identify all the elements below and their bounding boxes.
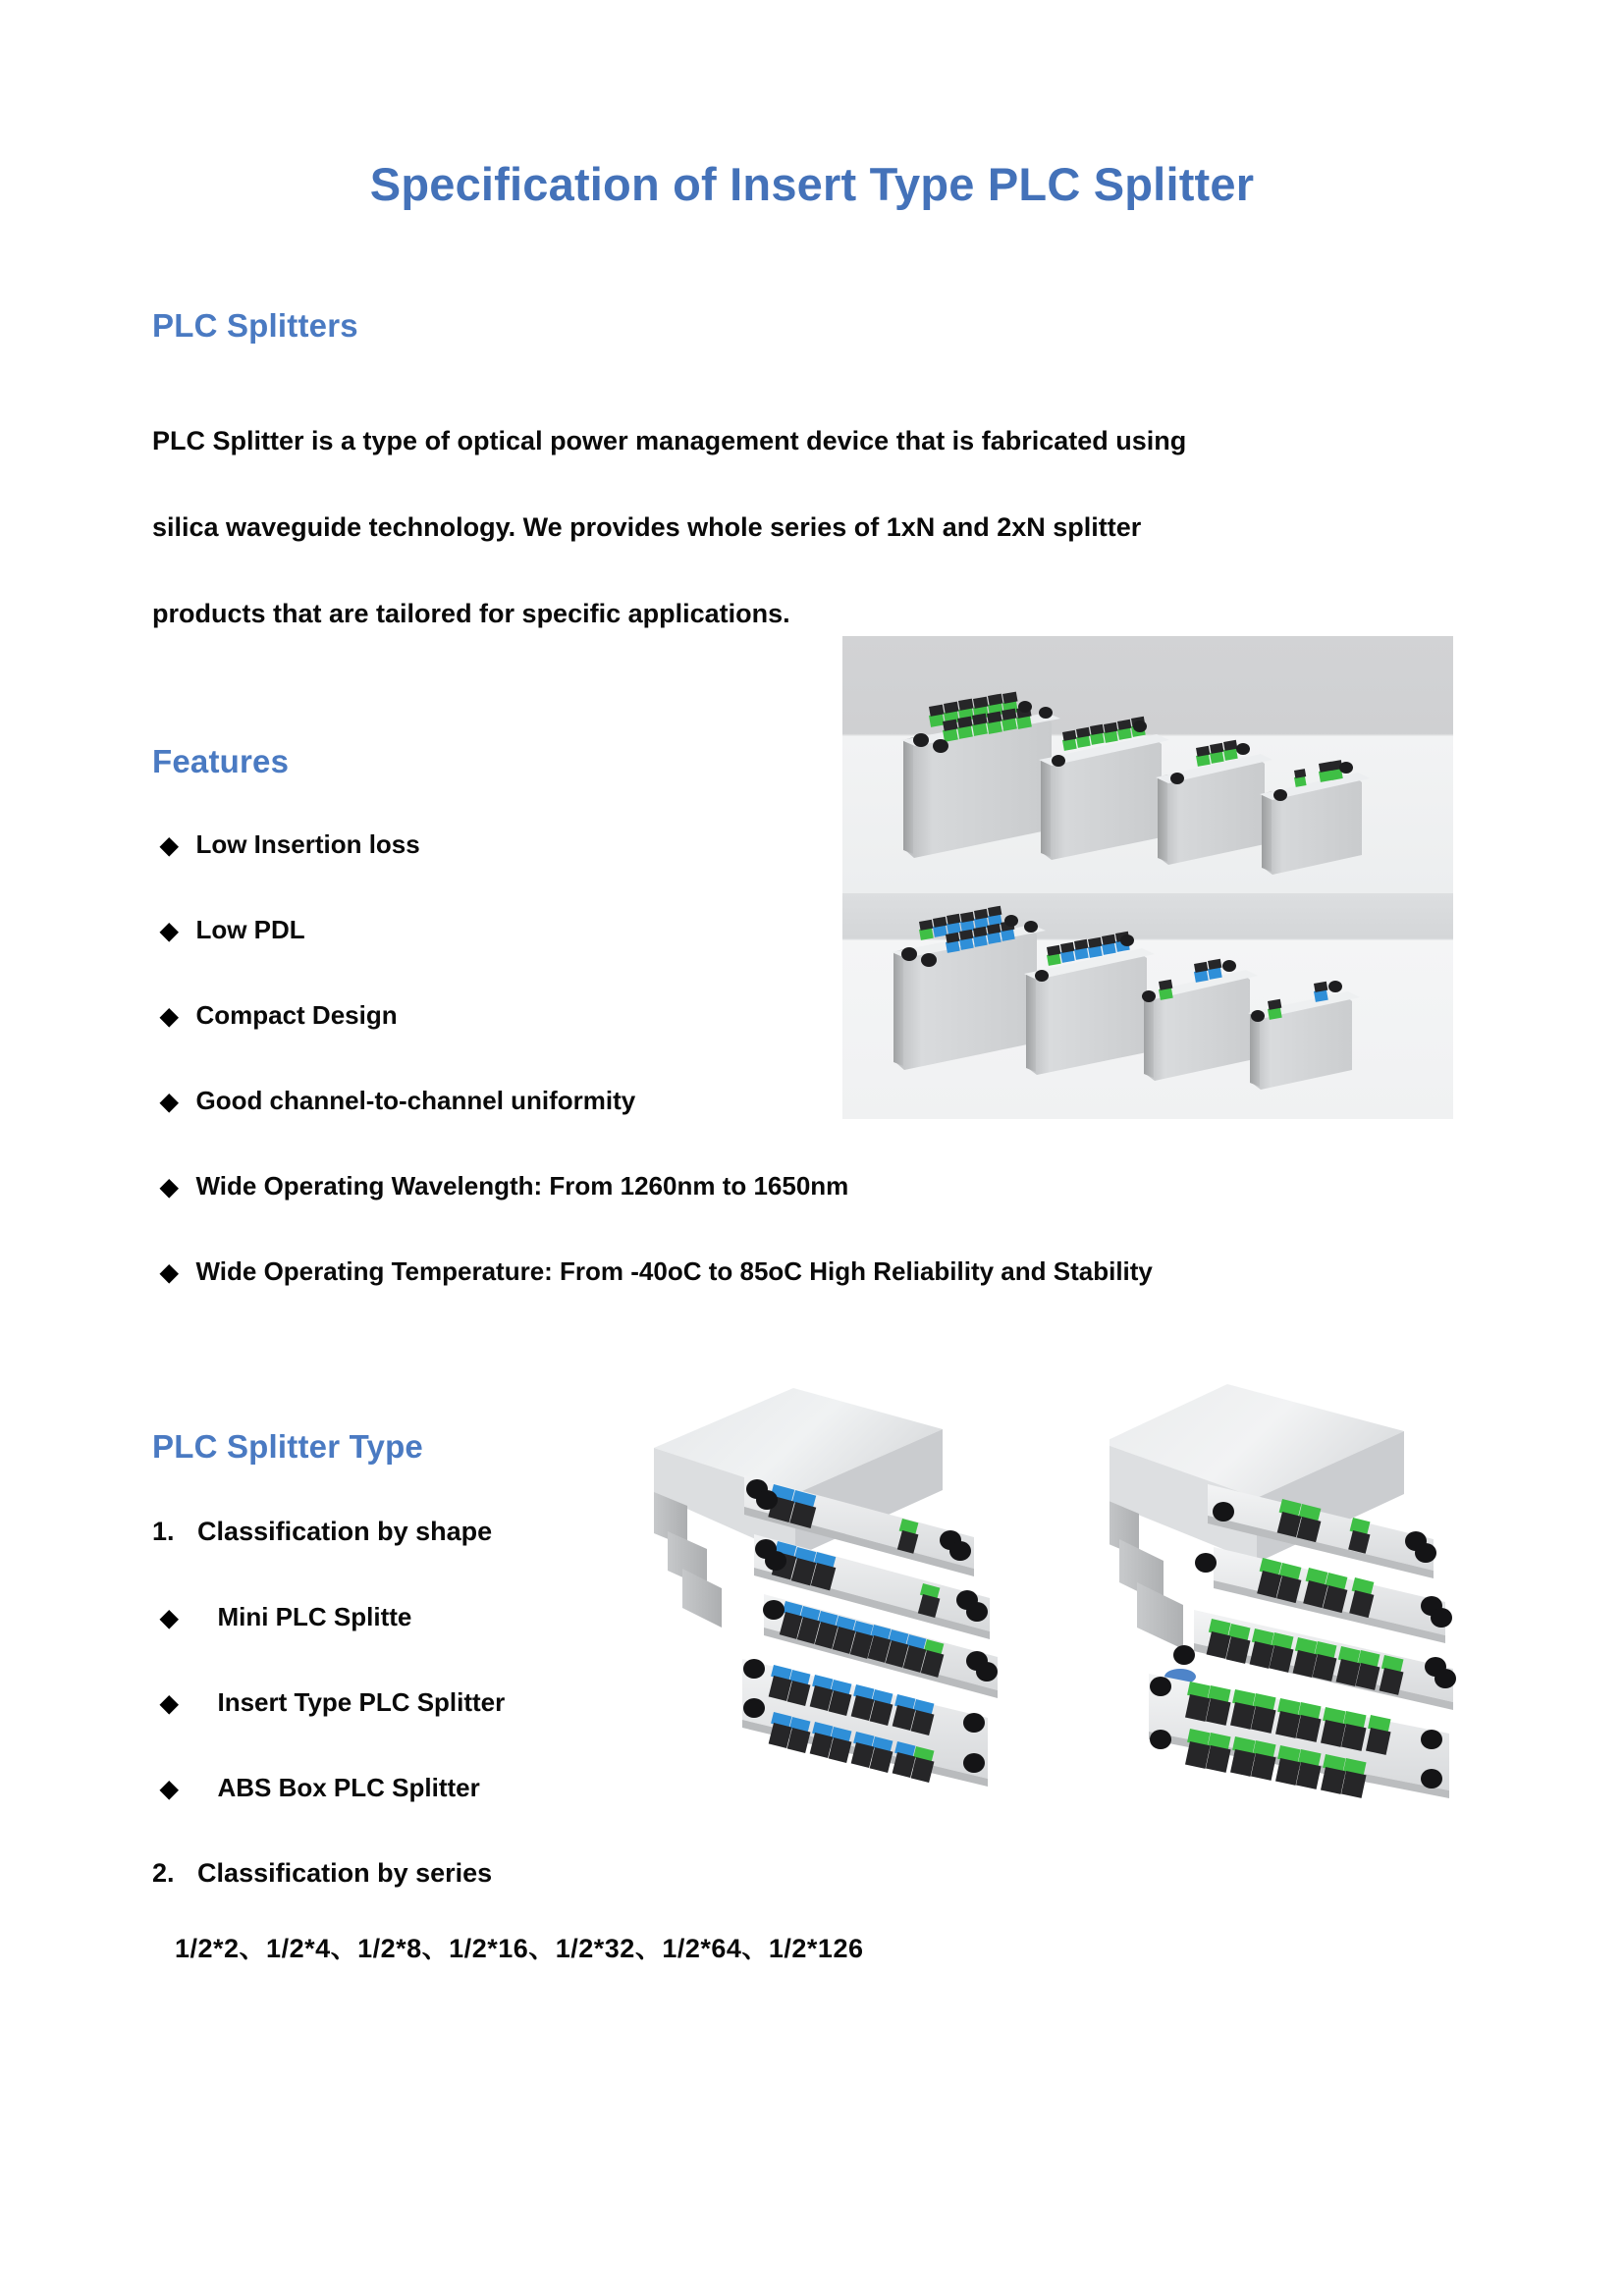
feature-item-4 [160, 1086, 635, 1116]
diamond-bullet-icon: ◆ [160, 1174, 179, 1201]
photo-stack-blue-graphic [628, 1374, 1070, 1816]
splitter-type-item-2-number: 2. [152, 1858, 175, 1888]
feature-item-2 [160, 915, 305, 945]
feature-item-5 [160, 1171, 848, 1201]
shape-item-3 [160, 1773, 480, 1803]
photo-splitters-green [842, 636, 1453, 893]
diamond-bullet-icon: ◆ [160, 1003, 179, 1030]
feature-item-1-label: Low Insertion loss [195, 829, 420, 859]
splitter-type-item-2-label: Classification by series [197, 1858, 493, 1888]
diamond-bullet-icon: ◆ [160, 1776, 179, 1802]
feature-item-5-label: Wide Operating Wavelength: From 1260nm to 1650nm [195, 1171, 849, 1201]
shape-item-1 [160, 1602, 411, 1632]
shape-item-1-label: Mini PLC Splitte [217, 1602, 412, 1631]
splitter-type-item-1-label: Classification by shape [197, 1517, 493, 1546]
splitter-type-item-1-number: 1. [152, 1517, 175, 1546]
photo-splitters-green-graphic [842, 636, 1453, 893]
feature-item-2-label: Low PDL [195, 915, 305, 944]
section-heading-splitter-type: PLC Splitter Type [152, 1428, 423, 1465]
intro-paragraph-line-3: products that are tailored for specific applications. [152, 599, 790, 628]
splitter-series-list: 1/2*2、1/2*4、1/2*8、1/2*16、1/2*32、1/2*64、1/2*126 [175, 1934, 864, 1963]
intro-paragraph-line-2: silica waveguide technology. We provides whole series of 1xN and 2xN splitter [152, 512, 1142, 542]
shape-item-2-label: Insert Type PLC Splitter [217, 1687, 506, 1717]
diamond-bullet-icon: ◆ [160, 1605, 179, 1631]
photo-splitters-blue-graphic [842, 893, 1453, 1119]
feature-item-3 [160, 1000, 398, 1031]
feature-item-6 [160, 1256, 1153, 1287]
diamond-bullet-icon: ◆ [160, 1089, 179, 1115]
feature-item-3-label: Compact Design [195, 1000, 398, 1030]
photo-stack-green-graphic [1110, 1374, 1522, 1816]
section-heading-features: Features [152, 743, 290, 779]
splitter-type-item-2 [152, 1858, 492, 1889]
shape-item-2 [160, 1687, 505, 1718]
section-heading-plc-splitters: PLC Splitters [152, 307, 358, 344]
page-title: Specification of Insert Type PLC Splitter [369, 158, 1255, 210]
photo-stack-blue [628, 1374, 1070, 1816]
feature-item-1 [160, 829, 420, 860]
intro-paragraph [152, 398, 1483, 657]
feature-item-6-label: Wide Operating Temperature: From -40oC to 85oC High Reliability and Stability [195, 1256, 1153, 1286]
diamond-bullet-icon: ◆ [160, 1690, 179, 1717]
shape-item-3-label: ABS Box PLC Splitter [217, 1773, 480, 1802]
photo-splitters-blue [842, 893, 1453, 1119]
diamond-bullet-icon: ◆ [160, 918, 179, 944]
feature-item-4-label: Good channel-to-channel uniformity [195, 1086, 636, 1115]
intro-paragraph-line-1: PLC Splitter is a type of optical power management device that is fabricated using [152, 426, 1187, 455]
diamond-bullet-icon: ◆ [160, 1259, 179, 1286]
photo-stack-green [1110, 1374, 1522, 1816]
splitter-type-item-1 [152, 1517, 492, 1547]
diamond-bullet-icon: ◆ [160, 832, 179, 859]
